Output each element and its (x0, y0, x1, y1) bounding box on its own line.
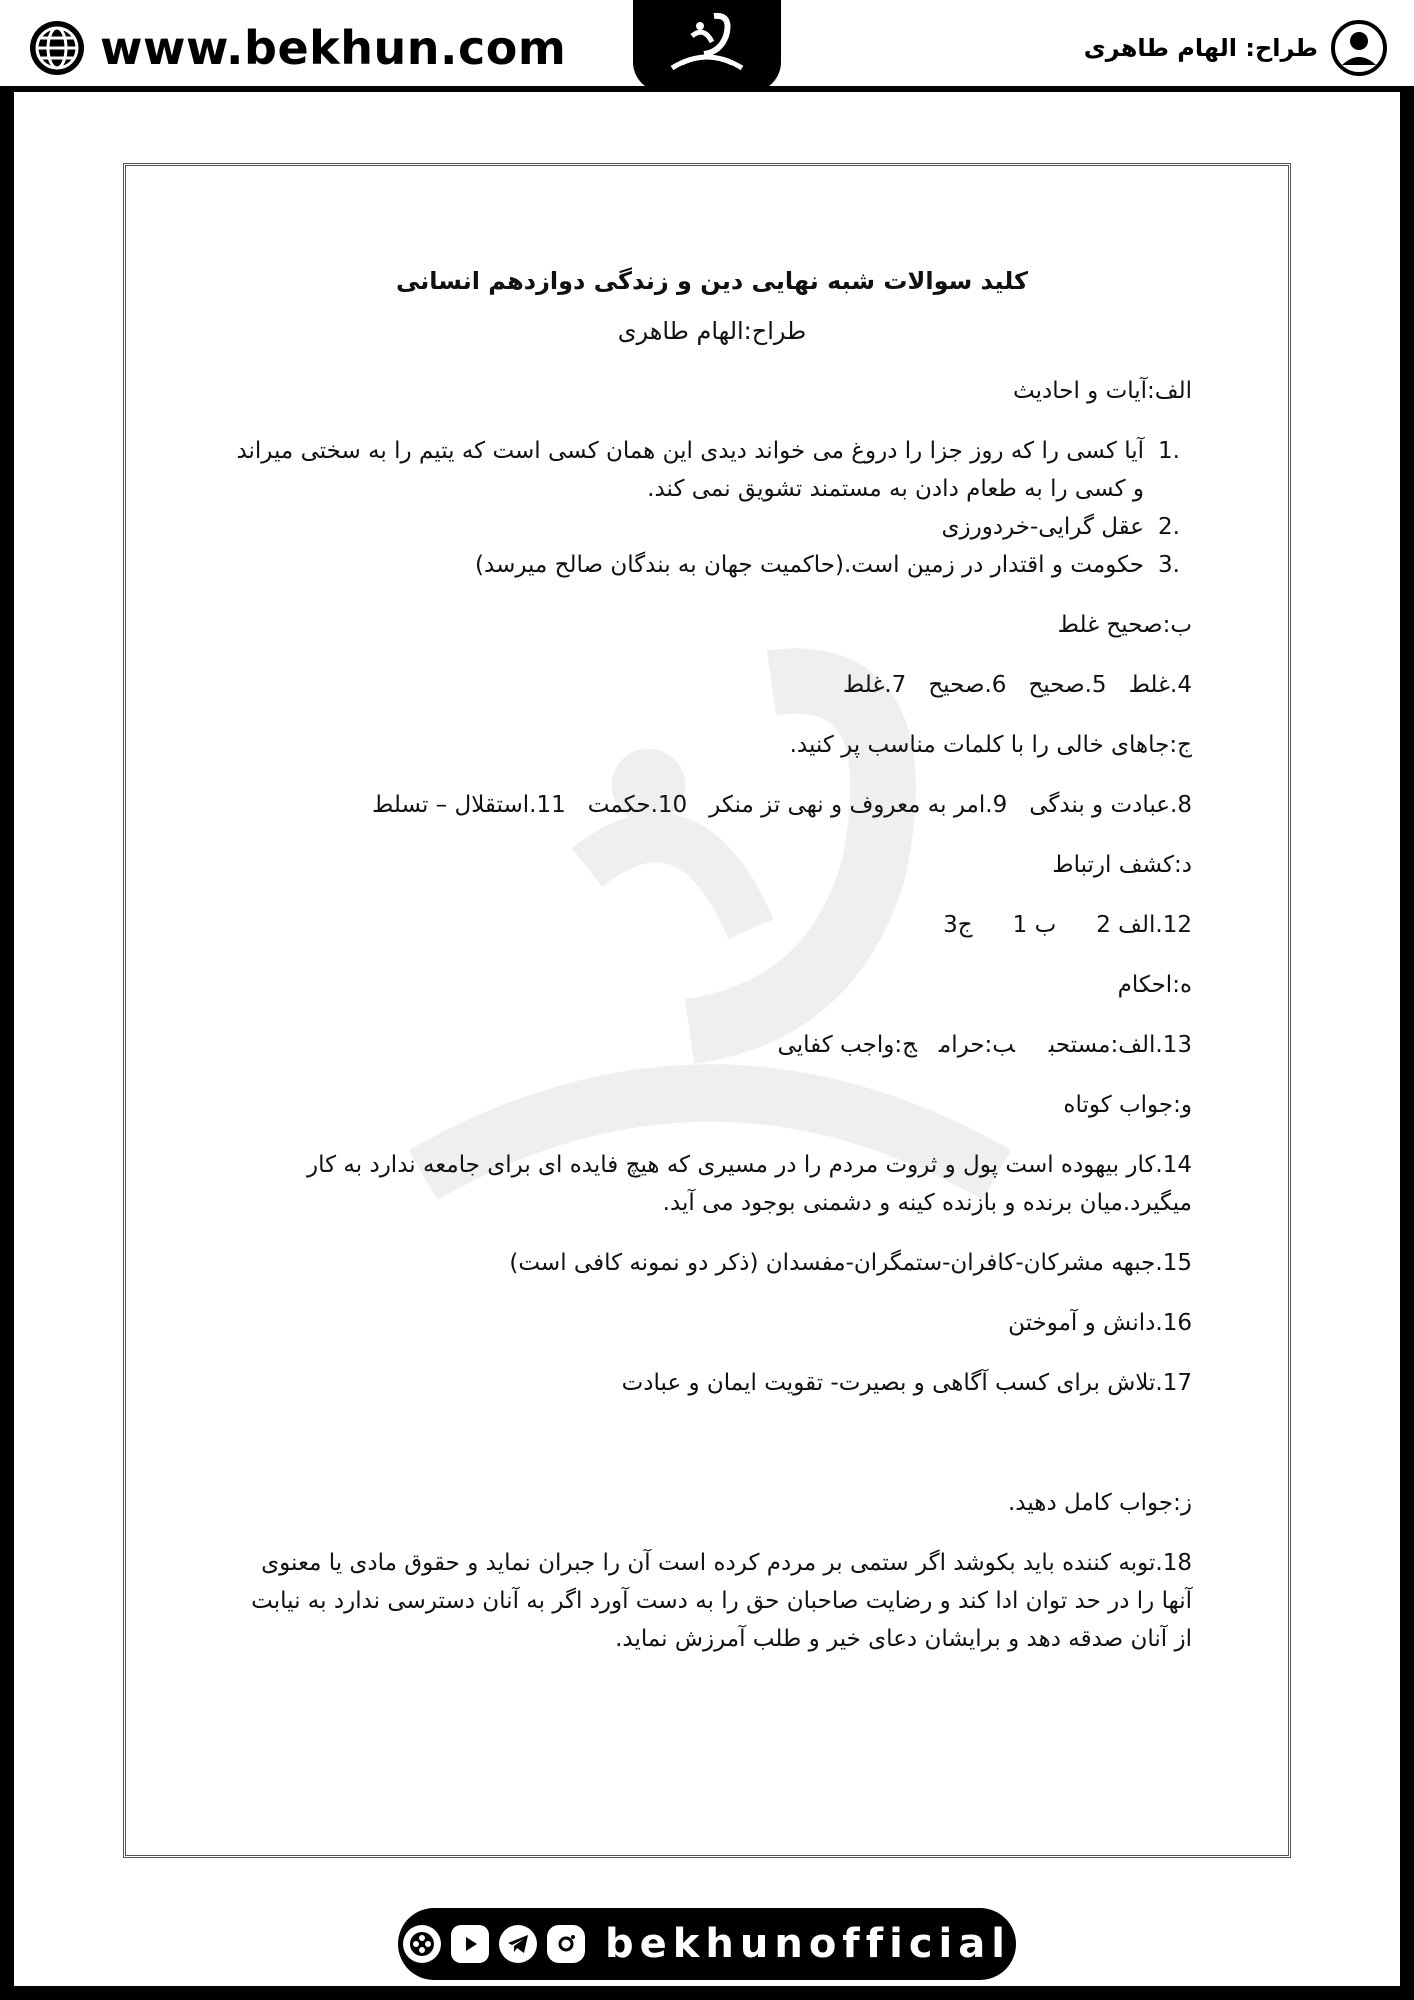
answer-18: 18.توبه کننده باید بکوشد اگر ستمی بر مردم کرده است آن را جبران نماید و حقوق مادی یا معنوی آنها را در حد توان ادا کند و رضایت صاحبان حق را به دست آورد اگر به آنان دسترسی ندارد به نیابت از آنان صدقه دهد و برایشان دعای خیر و طلب آمرزش نماید. (251, 1550, 1192, 1652)
page-title: کلید سوالات شبه نهایی دین و زندگی دوازدهم انسانی (395, 267, 1029, 295)
logo-icon (652, 6, 762, 86)
answer: 11.استقلال – تسلط (372, 792, 566, 818)
answer: 6.صحیح (928, 672, 1007, 698)
answer-row (232, 1026, 1192, 1064)
answer: ب 1 (1012, 912, 1057, 938)
designer-badge (1084, 18, 1388, 78)
item-number: 2. (1158, 514, 1180, 540)
section-heading: ب:صحیح غلط (1057, 612, 1192, 638)
section-heading: الف:آیات و احادیث (1013, 378, 1192, 404)
answer: ج:واجب کفایی (777, 1032, 917, 1058)
list-item (232, 508, 1192, 546)
answer-15: 15.جبهه مشرکان-کافران-ستمگران-مفسدان (ذکر دو نمونه کافی است) (509, 1250, 1192, 1276)
section-heading: و:جواب کوتاه (1063, 1092, 1192, 1118)
answer-17: 17.تلاش برای کسب آگاهی و بصیرت- تقویت ایمان و عبادت (621, 1370, 1192, 1396)
section-heading: ز:جواب کامل دهید. (1007, 1490, 1192, 1516)
site-link[interactable] (28, 18, 566, 78)
item-number: 3. (1158, 552, 1180, 578)
item-text: حکومت و اقتدار در زمین است.(حاکمیت جهان به بندگان صالح میرسد) (475, 552, 1144, 578)
brand-logo (633, 0, 781, 92)
answer-row (232, 666, 1192, 704)
social-handle[interactable]: bekhunofficial (605, 1921, 1011, 1967)
instagram-icon[interactable] (547, 1925, 585, 1963)
answer: ج3 (943, 912, 973, 938)
youtube-icon[interactable] (451, 1925, 489, 1963)
social-footer (398, 1908, 1016, 1980)
answer-row (232, 906, 1192, 944)
section-heading: ج:جاهای خالی را با کلمات مناسب پر کنید. (789, 732, 1192, 758)
answer: 13.الف:مستحب (1048, 1032, 1192, 1058)
answer: 8.عبادت و بندگی (1029, 792, 1192, 818)
page-subtitle: طراح:الهام طاهری (617, 317, 807, 345)
list-item (232, 432, 1192, 508)
answer-row (232, 786, 1192, 824)
item-number: 1. (1158, 438, 1180, 464)
section-heading: ه:احکام (1117, 972, 1192, 998)
answer: 9.امر به معروف و نهی تز منکر (709, 792, 1008, 818)
globe-icon (28, 19, 86, 77)
user-icon (1330, 19, 1388, 77)
verses-list (232, 432, 1192, 584)
telegram-icon[interactable] (499, 1925, 537, 1963)
list-item (232, 546, 1192, 584)
answer: 7.غلط (842, 672, 907, 698)
answer-14: 14.کار بیهوده است پول و ثروت مردم را در مسیری که هیچ فایده ای برای جامعه ندارد به کار میگیرد.میان برنده و بازنده کینه و دشمنی بوجود می آید. (307, 1152, 1192, 1216)
answer-16: 16.دانش و آموختن (1008, 1310, 1192, 1336)
item-text: عقل گرایی-خردورزی (941, 514, 1144, 540)
item-text: آیا کسی را که روز جزا را دروغ می خواند دیدی این همان کسی است که یتیم را به سختی میراند و کسی را به طعام دادن به مستمند تشویق نمی کند. (236, 438, 1144, 502)
header (0, 0, 1414, 92)
section-heading: د:کشف ارتباط (1052, 852, 1192, 878)
designer-name: طراح: الهام طاهری (1083, 34, 1318, 62)
answer-key (232, 262, 1192, 1658)
aparat-icon[interactable] (403, 1925, 441, 1963)
answer: 5.صحیح (1028, 672, 1107, 698)
site-url[interactable]: www.bekhun.com (100, 21, 567, 75)
answer: ب:حرام (938, 1032, 1015, 1058)
answer: 4.غلط (1128, 672, 1192, 698)
answer: 12.الف 2 (1096, 912, 1192, 938)
answer: 10.حکمت (587, 792, 688, 818)
